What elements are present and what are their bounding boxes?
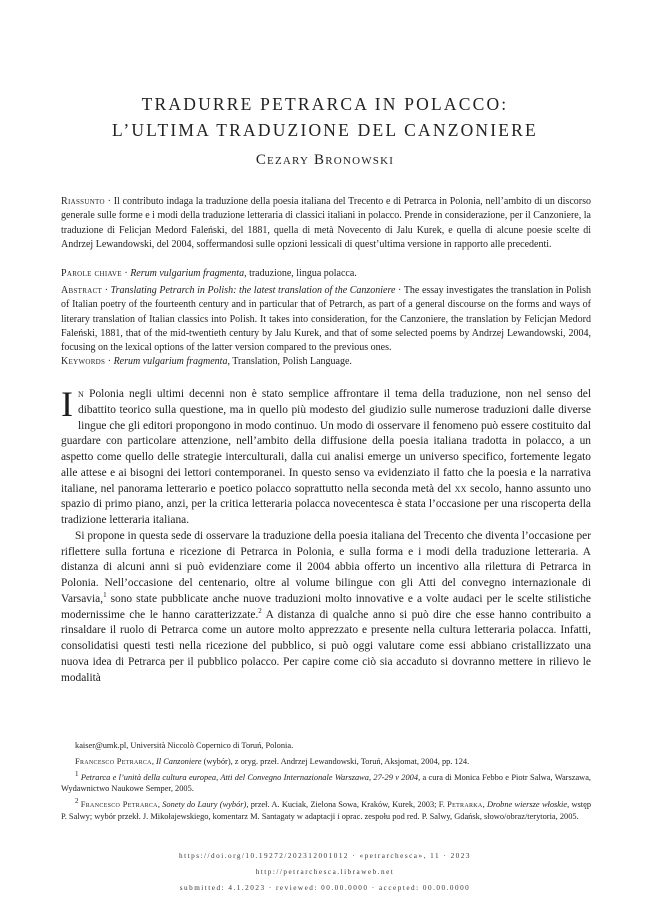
footer-doi[interactable]: https://doi.org/10.19272/202312001012 · «petrarchesca», 11 · 2023 — [179, 852, 471, 860]
body-p1-text: Polonia negli ultimi decenni non è stato semplice affrontare il tema della traduzione, non nel senso del dibattito teorico sulla questione, ma in quello più modesto del giudizio sulle numerose traduzioni dalle diverse lingue che gli editori propongono in modo continuo. Un modo di osservare il fenomeno può essere costituito dal guardare con particolare attenzione, nell’ambito della diffusione della poesia italiana tradotta in polacco, a un aspetto come quello delle strategie interculturali, dalla cui analisi emerge un universo specifico, fortemente legato alle attese e ai bisogni dei lettori contemporanei. In questo senso va evidenziato il fatto che la poesia e la narrativa italiane, nel panorama letterario e poetico polacco soprattutto nella seconda metà del — [61, 388, 591, 495]
footnote-2-title-1: Sonety do Laury (wybór) — [162, 800, 247, 810]
keywords-sep: · — [105, 356, 114, 367]
abstract-block — [61, 284, 591, 355]
footnote-ref-1[interactable]: 1 — [103, 590, 107, 599]
footnote-1-rest: , a cura di Monica Febbo e Piotr Salwa, Warszawa, Wydawnictwo Naukowe Semper, 2005. — [61, 772, 592, 794]
riassunto-sep: · — [104, 196, 114, 207]
footnote-2-author-2: Petrarka — [447, 800, 483, 810]
footnote-source: Francesco Petrarca, Il Canzoniere (wybór), z oryg. przeł. Andrzej Lewandowski, Toruń, Aksjomat, 2004, pp. 124. — [75, 756, 470, 766]
body-paragraph-2 — [61, 529, 591, 687]
footnote-2-title-2: Drobne wiersze włoskie — [486, 800, 568, 810]
keywords-rest: , Translation, Polish Language. — [227, 356, 352, 367]
abstract-text: The essay investigates the translation in Polish of Italian poetry of the fourteenth century and in particular that of Petrarch, as part of a general discourse on the forms and ways of literary translation of Italian classics into Polish. It takes into consideration, for the Canzoniere, the translation by Felicjan Medord Faleński, 1881, that of the mid-twentieth century by Jalu Kurek, and that of some selected poems by Andrzej Lewandowski, 2004, focusing on the lexical options of the latter version compared to the previous ones. — [61, 285, 591, 354]
footnote-source-rest: (wybór), z oryg. przeł. Andrzej Lewandowski, Toruń, Aksjomat, 2004, pp. 124. — [201, 756, 470, 766]
keywords-label: Keywords — [61, 356, 106, 367]
riassunto-text: Il contributo indaga la traduzione della poesia italiana del Trecento e di Petrarca in Polonia, nell’ambito di un discorso generale sulle forme e i modi della traduzione letteraria di classici italiani in polacco. Prende in considerazione, per il Canzoniere, la traduzione di Felicjan Medord Faleński, del 1881, quella di metà Novecento di Jalu Kurek, e quella di alcune poesie scelte di Andrzej Lewandowski, del 2004, soffermandosi sulle opzioni lessicali di quest’ultima versione in rapporto alle precedenti. — [61, 196, 591, 250]
parole-chiave-block — [61, 267, 591, 281]
body-paragraph-1 — [61, 384, 591, 529]
keywords-block — [61, 355, 591, 369]
footnote-source-author: Francesco Petrarca — [75, 756, 152, 766]
article-body — [61, 384, 592, 686]
parole-chiave-sep: · — [121, 268, 131, 279]
footnote-2-rest: , wstęp P. Salwy; wybór przekł. J. Mikołajewskiego, komentarz M. Santagaty w adaptacji i oprac. zespołu pod red. P. Salwy, Gdańsk, słowo/obraz/terytoria, 2005. — [61, 800, 592, 821]
abstract-sep2: · — [395, 285, 404, 296]
title-line-2: L’ULTIMA TRADUZIONE DEL CANZONIERE — [112, 120, 538, 140]
title-line-1: TRADURRE PETRARCA IN POLACCO: — [141, 94, 509, 114]
body-p1-end: secolo, hanno assunto uno spazio di primo piano, anzi, per la critica letteraria polacca novecentesca è stata l’occasione per una riscoperta della tradizione letteraria italiana. — [61, 482, 591, 526]
keywords-italic: Rerum vulgarium fragmenta — [113, 356, 228, 367]
body-p2-text-b: sono state pubblicate anche nuove traduzioni molto innovative e a volte audaci per le scelte stilistiche modernissime che le hanno caratterizzate. — [61, 592, 591, 621]
footnote-2-mid: , przeł. A. Kuciak, Zielona Sowa, Kraków, Kurek, 2003; F. — [246, 800, 448, 810]
parole-chiave-rest: , traduzione, lingua polacca. — [244, 268, 357, 279]
author-name: Cezary Bronowski — [255, 152, 395, 168]
footnote-2-author-1: Francesco Petrarca — [80, 800, 158, 810]
abstract-label: Abstract — [61, 285, 103, 296]
body-p2-text-c: A distanza di qualche anno si può dire che esse hanno contribuito a rinsaldare il ruolo di Petrarca come un autore molto apprezzato e presente nella cultura letteraria polacca. Infatti, consolidatisi questi testi nella ricezione del pubblico, si può oggi valutare come essi abbiano cristallizzato una nuova idea di Petrarca per il pubblico polacco. Per capire come ciò sia accaduto si dovranno mettere in rilievo le modalità — [61, 608, 592, 684]
parole-chiave-italic: Rerum vulgarium fragmenta — [130, 268, 245, 279]
footnote-2-sep: , — [482, 800, 487, 810]
abstract-sep: · — [102, 285, 111, 296]
abstract-italic-title: Translating Petrarch in Polish: the latest translation of the Canzoniere — [110, 285, 396, 296]
footnote-2: $^2$ Francesco Petrarca, Sonety do Laury (wybór), przeł. A. Kuciak, Zielona Sowa, Kraków, Kurek, 2003; F. Petrarka, Drobne wiersze włoskie, wstęp P. Salwy; wybór przekł. J. Mikołajewskiego, komentarz M. Santagaty w adaptacji i oprac. zespołu pod red. P. Salwy, Gdańsk, słowo/obraz/terytoria, 2005. — [61, 797, 592, 821]
footnote-1-title: Petrarca e l’unità della cultura europea, Atti del Convegno Internazionale Warszawa, 27-29 v 2004 — [80, 772, 419, 782]
footnote-1 — [61, 769, 592, 796]
riassunto-block — [61, 195, 591, 252]
footnotes — [61, 740, 591, 827]
body-p2-text-a: Si propone in questa sede di osservare la traduzione della poesia italiana del Trecento che diventa l’occasione per riflettere sulla fortuna e ricezione di Petrarca in Polonia, e sulla forma e i modi della traduzione letteraria. A distanza di alcuni anni si può evidenziare come il 2004 abbia offerto un incentivo alla rilettura di Petrarca in Polonia. Nell’occasione del centenario, oltre al volume bilingue con gli Atti del convegno internazionale di Varsavia, — [61, 529, 591, 605]
footnote-source-title: Il Canzoniere — [156, 756, 202, 766]
body-century: xx — [454, 482, 467, 495]
footer-dates: submitted: 4.1.2023 · reviewed: 00.00.0000 · accepted: 00.00.0000 — [179, 884, 471, 892]
riassunto-label: Riassunto — [61, 196, 105, 207]
parole-chiave-label: Parole chiave — [61, 268, 122, 279]
drop-cap: I — [61, 384, 73, 424]
article-title — [60, 91, 590, 143]
footer-url[interactable]: http://petrarchesca.libraweb.net — [255, 868, 395, 876]
body-first-word: n — [78, 388, 85, 400]
footnote-2-number: 2 — [75, 797, 79, 806]
author-affiliation: kaiser@umk.pl, Università Niccolò Copernico di Toruń, Polonia. — [75, 741, 294, 750]
footnote-1-number: 1 — [75, 769, 79, 778]
footnote-ref-2[interactable]: 2 — [258, 606, 262, 615]
